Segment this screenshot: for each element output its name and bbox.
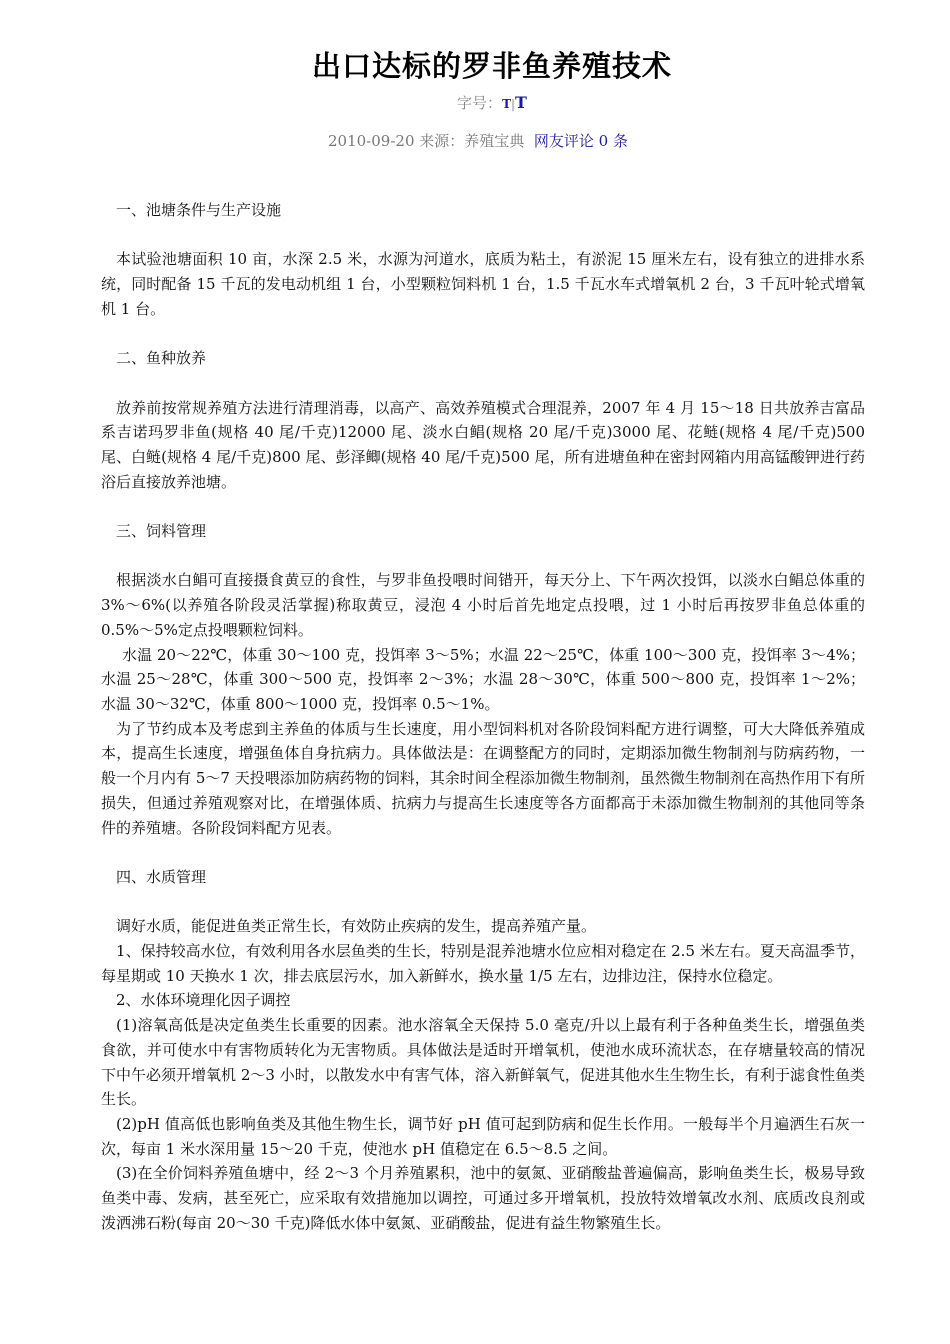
paragraph: 水温 20～22℃，体重 30～100 克，投饵率 3～5%；水温 22～25℃，体重 100～300 克，投饵率 3～4%；水温 25～28℃，体重 300～500 克，投饵率 2～3%；水温 28～30℃，体重 500～800 克，投饵率 1～2%；水温 30～32℃，体重 800～1000 克，投饵率 0.5～1%。 [101, 645, 865, 713]
paragraph: (2)pH 值高低也影响鱼类及其他生物生长，调节好 pH 值可起到防病和促生长作用。一般每半个月遍洒生石灰一次，每亩 1 米水深用量 15～20 千克，使池水 pH 值稳定在 6.5～8.5 之间。 [101, 1114, 865, 1158]
source-name: 养殖宝典 [464, 132, 525, 150]
paragraph: 调好水质，能促进鱼类正常生长，有效防止疾病的发生，提高养殖产量。 [116, 917, 597, 936]
comments-link[interactable] [534, 132, 628, 150]
font-large-button[interactable]: T [515, 93, 527, 112]
paragraph: (3)在全价饲料养殖鱼塘中，经 2～3 个月养殖累积，池中的氨氮、亚硝酸盐普遍偏高，影响鱼类生长，极易导致鱼类中毒、发病，甚至死亡，应采取有效措施加以调控，可通过多开增氧机，投放特效增氧改水剂、底质改良剂或泼洒沸石粉(每亩 20～30 千克)降低水体中氨氮、亚硝酸盐，促进有益生物繁殖生长。 [101, 1164, 865, 1232]
paragraph: 1、保持较高水位，有效利用各水层鱼类的生长，特别是混养池塘水位应相对稳定在 2.5 米左右。夏天高温季节，每星期或 10 天换水 1 次，排去底层污水，加入新鲜水，换水量 1/5 左右，边排边注，保持水位稳定。 [101, 941, 865, 985]
paragraph: 放养前按常规养殖方法进行清理消毒，以高产、高效养殖模式合理混养，2007 年 4 月 15～18 日共放养吉富品系吉诺玛罗非鱼(规格 40 尾/千克)12000 尾、淡水白鲳(规格 20 尾/千克)3000 尾、花鲢(规格 4 尾/千克)500 尾、白鲢(规格 4 尾/千克)800 尾、彭泽鲫(规格 40 尾/千克)500 尾，所有进塘鱼种在密封网箱内用高锰酸钾进行药浴后直接放养池塘。 [101, 398, 865, 491]
paragraph: 本试验池塘面积 10 亩，水深 2.5 米，水源为河道水，底质为粘土，有淤泥 15 厘米左右，设有独立的进排水系统，同时配备 15 千瓦的发电动机组 1 台，小型颗粒饲料机 1 台，1.5 千瓦水车式增氧机 2 台，3 千瓦叶轮式增氧机 1 台。 [101, 250, 865, 318]
section-heading: 一、池塘条件与生产设施 [116, 201, 282, 219]
paragraph: (1)溶氧高低是决定鱼类生长重要的因素。池水溶氧全天保持 5.0 毫克/升以上最有利于各种鱼类生长，增强鱼类食欲，并可使水中有害物质转化为无害物质。具体做法是适时开增氧机，使池水成环流状态，在存塘量较高的情况下中午必须开增氧机 2～3 小时，以散发水中有害气体，溶入新鲜氧气，促进其他水生生物生长，有利于滤食性鱼类生长。 [101, 1016, 865, 1109]
comments-label: 网友评论 [533, 132, 594, 150]
article-meta [0, 130, 950, 151]
article-title: 出口达标的罗非鱼养殖技术 [311, 49, 672, 83]
paragraph: 为了节约成本及考虑到主养鱼的体质与生长速度，用小型饲料机对各阶段饲料配方进行调整，可大大降低养殖成本，提高生长速度，增强鱼体自身抗病力。具体做法是：在调整配方的同时，定期添加微生物制剂与防病药物，一般一个月内有 5～7 天投喂添加防病药物的饲料，其余时间全程添加微生物制剂，虽然微生物制剂在高热作用下有所损失，但通过养殖观察对比，在增强体质、抗病力与提高生长速度等各方面都高于未添加微生物制剂的其他同等条件的养殖塘。各阶段饲料配方见表。 [101, 719, 865, 837]
font-size-separator: | [511, 97, 516, 111]
section-heading: 三、饲料管理 [116, 522, 207, 541]
section-heading: 二、鱼种放养 [116, 349, 207, 368]
paragraph: 根据淡水白鲳可直接摄食黄豆的食性，与罗非鱼投喂时间错开，每天分上、下午两次投饵，以淡水白鲳总体重的 3%～6%(以养殖各阶段灵活掌握)称取黄豆，浸泡 4 小时后首先地定点投喂，过 1 小时后再按罗非鱼总体重的 0.5%～5%定点投喂颗粒饲料。 [101, 571, 865, 639]
section-heading: 四、水质管理 [116, 867, 207, 886]
paragraph: 2、水体环境理化因子调控 [116, 991, 291, 1010]
publish-date: 2010-09-20 [328, 132, 415, 150]
comments-unit: 条 [612, 132, 628, 150]
font-size-control [0, 92, 950, 113]
font-small-button[interactable]: T [502, 97, 511, 111]
font-size-label: 字号： [457, 94, 503, 112]
source-label: 来源： [419, 132, 465, 150]
comments-count: 0 [598, 132, 609, 150]
article-body [101, 198, 865, 1235]
